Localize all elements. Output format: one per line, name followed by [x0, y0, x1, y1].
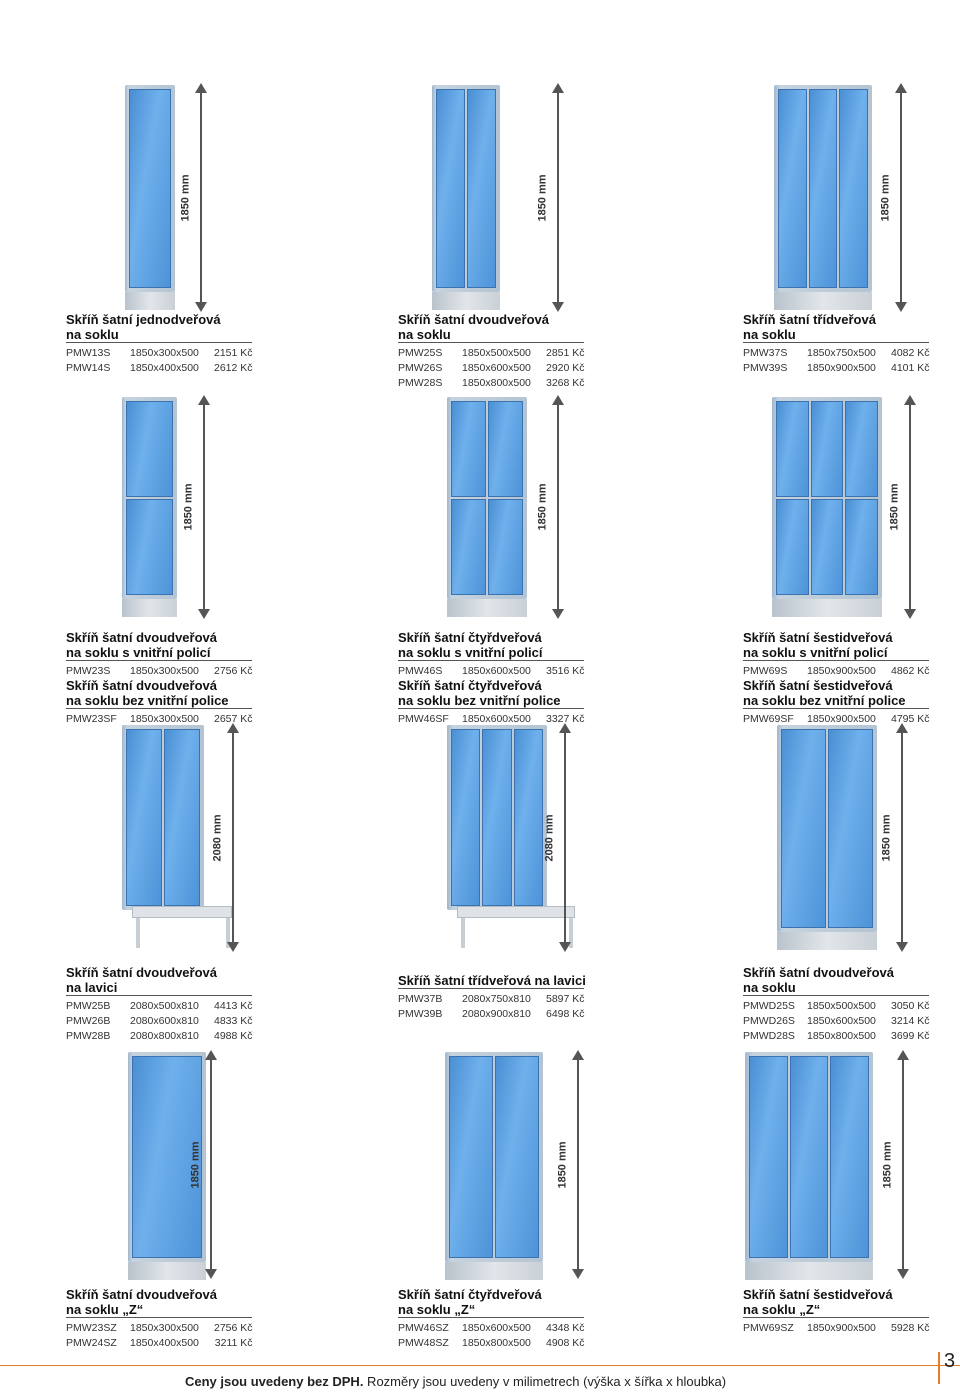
product-code: PMW23S — [66, 664, 111, 677]
height-label: 2080 mm — [211, 813, 224, 862]
product-dimensions: 1850x600x500 — [462, 664, 531, 677]
product-title: Skříň šatní dvoudveřová — [66, 965, 217, 980]
product-dimensions: 1850x800x500 — [462, 376, 531, 389]
height-arrow — [232, 725, 234, 950]
product-title: na soklu bez vnitřní police — [66, 693, 229, 708]
door-panel — [451, 729, 480, 906]
bench-seat — [457, 906, 575, 918]
door-panel — [776, 401, 809, 497]
cabinet-image — [777, 725, 877, 950]
title-rule — [398, 342, 584, 343]
door-panel — [514, 729, 543, 906]
product-dimensions: 1850x400x500 — [130, 1336, 199, 1349]
table-row — [743, 345, 930, 360]
door-panel — [781, 729, 826, 928]
bench-leg — [136, 918, 140, 948]
product-title: na lavici — [66, 980, 118, 995]
product-price: 3214 Kč — [891, 1014, 930, 1027]
product-price: 4795 Kč — [891, 712, 930, 725]
height-label: 1850 mm — [881, 1140, 894, 1189]
cabinet-door — [467, 89, 496, 288]
product-price: 6498 Kč — [546, 1007, 585, 1020]
product-title: Skříň šatní čtyřdveřová — [398, 630, 542, 645]
product-text — [398, 1287, 598, 1350]
product-price: 4348 Kč — [546, 1321, 585, 1334]
price-table — [66, 345, 253, 375]
title-rule — [398, 708, 584, 709]
table-row — [743, 998, 930, 1013]
product-price: 4413 Kč — [214, 999, 253, 1012]
product-code: PMW46SF — [398, 712, 449, 725]
product-title: na soklu — [66, 327, 119, 342]
door-panel — [495, 1056, 539, 1258]
product-dimensions: 1850x900x500 — [807, 712, 876, 725]
door-panel — [451, 401, 486, 497]
height-arrow — [200, 85, 202, 310]
product-code: PMW48SZ — [398, 1336, 449, 1349]
product-dimensions: 1850x900x500 — [807, 361, 876, 374]
product-text — [743, 630, 943, 726]
product-dimensions: 1850x500x500 — [807, 999, 876, 1012]
product-title: na soklu „Z“ — [66, 1302, 144, 1317]
height-label: 1850 mm — [888, 483, 901, 531]
product-code: PMW26B — [66, 1014, 111, 1027]
door-panel — [809, 89, 838, 288]
product-text — [398, 973, 598, 1021]
height-label: 1850 mm — [189, 1140, 202, 1189]
cabinet-door — [776, 401, 809, 595]
cabinet-door — [488, 401, 523, 595]
product-price: 4862 Kč — [891, 664, 930, 677]
table-row — [66, 663, 253, 678]
product-text — [66, 965, 266, 1043]
product-text — [743, 312, 943, 375]
table-row — [743, 1320, 930, 1335]
product-price: 4908 Kč — [546, 1336, 585, 1349]
product-title: Skříň šatní šestidveřová — [743, 630, 893, 645]
cabinet-image — [122, 397, 177, 617]
cabinet-door — [126, 401, 173, 595]
table-row — [66, 360, 253, 375]
product-code: PMWD26S — [743, 1014, 795, 1027]
title-rule — [743, 1317, 929, 1318]
product-code: PMW37B — [398, 992, 443, 1005]
product-dimensions: 1850x500x500 — [462, 346, 531, 359]
bench-seat — [132, 906, 232, 918]
cabinet-image — [122, 725, 204, 910]
product-code: PMW13S — [66, 346, 111, 359]
height-arrow — [909, 397, 911, 617]
product-price: 2756 Kč — [214, 664, 253, 677]
product-title: Skříň šatní dvoudveřová — [66, 630, 217, 645]
product-title: na soklu „Z“ — [743, 1302, 821, 1317]
product-price: 3211 Kč — [214, 1336, 253, 1349]
product-text — [66, 630, 266, 726]
product-price: 4988 Kč — [214, 1029, 253, 1042]
title-rule — [66, 342, 252, 343]
cabinet-image — [745, 1052, 873, 1280]
door-panel — [164, 729, 200, 906]
product-title: Skříň šatní šestidveřová — [743, 1287, 893, 1302]
cabinet-door — [129, 89, 171, 288]
product-title: na soklu bez vnitřní police — [398, 693, 561, 708]
cabinet-doors — [126, 401, 173, 595]
height-arrow — [557, 397, 559, 617]
price-table — [398, 345, 585, 390]
product-dimensions: 1850x750x500 — [807, 346, 876, 359]
page-number: 3 — [944, 1350, 956, 1372]
product-dimensions: 2080x750x810 — [462, 992, 531, 1005]
height-arrow — [564, 725, 566, 950]
table-row — [398, 375, 585, 390]
product-price: 3050 Kč — [891, 999, 930, 1012]
title-rule — [398, 660, 584, 661]
product-title: Skříň šatní dvoudveřová — [66, 1287, 217, 1302]
product-code: PMW14S — [66, 361, 111, 374]
cabinet-door — [811, 401, 844, 595]
price-table — [743, 345, 930, 375]
price-table — [398, 991, 585, 1021]
title-rule — [743, 342, 929, 343]
product-dimensions: 2080x600x810 — [130, 1014, 199, 1027]
height-arrow — [900, 85, 902, 310]
product-dimensions: 1850x900x500 — [807, 1321, 876, 1334]
cabinet-plinth — [745, 1262, 873, 1280]
title-rule — [398, 988, 584, 989]
door-panel — [126, 401, 173, 497]
product-dimensions: 1850x300x500 — [130, 1321, 199, 1334]
cabinet-doors — [781, 729, 873, 928]
table-row — [66, 711, 253, 726]
cabinet-image — [445, 1052, 543, 1280]
price-table — [398, 663, 585, 678]
product-price: 3516 Kč — [546, 664, 585, 677]
product-code: PMWD28S — [743, 1029, 795, 1042]
product-title: Skříň šatní dvoudveřová — [743, 965, 894, 980]
product-title: Skříň šatní čtyřdveřová — [398, 1287, 542, 1302]
product-title: na soklu bez vnitřní police — [743, 693, 906, 708]
height-label: 2080 mm — [543, 813, 556, 862]
product-text — [398, 630, 598, 726]
product-dimensions: 1850x900x500 — [807, 664, 876, 677]
door-panel — [126, 729, 162, 906]
product-title: Skříň šatní šestidveřová — [743, 678, 893, 693]
cabinet-plinth — [125, 292, 175, 310]
product-price: 3327 Kč — [546, 712, 585, 725]
product-code: PMW46S — [398, 664, 443, 677]
cabinet-plinth — [772, 599, 882, 617]
table-row — [66, 998, 253, 1013]
product-text — [66, 1287, 266, 1350]
price-table — [743, 663, 930, 678]
height-label: 1850 mm — [879, 173, 892, 222]
footer-note — [185, 1374, 726, 1389]
cabinet-door — [451, 729, 480, 906]
cabinet-door — [451, 401, 486, 595]
cabinet-doors — [776, 401, 878, 595]
cabinet-plinth — [122, 599, 177, 617]
product-code: PMW37S — [743, 346, 788, 359]
height-arrow — [210, 1052, 212, 1277]
product-price: 5928 Kč — [891, 1321, 930, 1334]
footer-rest: Rozměry jsou uvedeny v milimetrech (výška x šířka x hloubka) — [363, 1374, 727, 1389]
door-panel — [845, 499, 878, 595]
product-dimensions: 2080x500x810 — [130, 999, 199, 1012]
product-text — [66, 312, 266, 375]
door-panel — [488, 499, 523, 595]
cabinet-door — [126, 729, 162, 906]
product-dimensions: 1850x600x500 — [462, 361, 531, 374]
product-title: na soklu — [743, 980, 796, 995]
product-title: na soklu s vnitřní policí — [743, 645, 888, 660]
door-panel — [451, 499, 486, 595]
cabinet-plinth — [128, 1262, 206, 1280]
title-rule — [66, 995, 252, 996]
price-table — [66, 1320, 253, 1350]
page-edge-mark — [938, 1352, 940, 1384]
product-price: 2851 Kč — [546, 346, 585, 359]
height-label: 1850 mm — [182, 483, 195, 531]
price-table — [398, 711, 585, 726]
door-panel — [482, 729, 511, 906]
cabinet-doors — [451, 401, 523, 595]
door-panel — [126, 499, 173, 595]
product-dimensions: 1850x300x500 — [130, 346, 199, 359]
door-panel — [749, 1056, 788, 1258]
product-price: 4833 Kč — [214, 1014, 253, 1027]
height-label: 1850 mm — [536, 483, 549, 531]
product-dimensions: 1850x300x500 — [130, 712, 199, 725]
table-row — [398, 360, 585, 375]
title-rule — [66, 1317, 252, 1318]
product-price: 2657 Kč — [214, 712, 253, 725]
door-panel — [776, 499, 809, 595]
door-panel — [467, 89, 496, 288]
price-table — [66, 998, 253, 1043]
product-title: na soklu „Z“ — [398, 1302, 476, 1317]
title-rule — [743, 660, 929, 661]
product-code: PMW69S — [743, 664, 788, 677]
cabinet-door — [449, 1056, 493, 1258]
product-dimensions: 1850x600x500 — [807, 1014, 876, 1027]
product-price: 4101 Kč — [891, 361, 930, 374]
cabinet-plinth — [777, 932, 877, 950]
table-row — [398, 1006, 585, 1021]
product-code: PMW69SF — [743, 712, 794, 725]
product-price: 4082 Kč — [891, 346, 930, 359]
table-row — [66, 1335, 253, 1350]
cabinet-door — [809, 89, 838, 288]
height-arrow — [203, 397, 205, 617]
height-label: 1850 mm — [556, 1140, 569, 1189]
product-code: PMW69SZ — [743, 1321, 794, 1334]
cabinet-doors — [129, 89, 171, 288]
cabinet-door — [790, 1056, 829, 1258]
cabinet-door — [830, 1056, 869, 1258]
height-arrow — [557, 85, 559, 310]
product-text — [743, 1287, 943, 1335]
cabinet-image — [447, 725, 547, 910]
table-row — [66, 1320, 253, 1335]
door-panel — [839, 89, 868, 288]
table-row — [398, 991, 585, 1006]
cabinet-door — [164, 729, 200, 906]
table-row — [66, 345, 253, 360]
cabinet-image — [432, 85, 500, 310]
cabinet-doors — [449, 1056, 539, 1258]
product-title: na soklu s vnitřní policí — [66, 645, 211, 660]
product-price: 2151 Kč — [214, 346, 253, 359]
cabinet-door — [495, 1056, 539, 1258]
product-title: Skříň šatní jednodveřová — [66, 312, 221, 327]
product-dimensions: 1850x600x500 — [462, 712, 531, 725]
cabinet-image — [772, 397, 882, 617]
cabinet-doors — [749, 1056, 869, 1258]
table-row — [398, 1320, 585, 1335]
door-panel — [449, 1056, 493, 1258]
door-panel — [778, 89, 807, 288]
product-price: 5897 Kč — [546, 992, 585, 1005]
cabinet-door — [781, 729, 826, 928]
price-table — [66, 663, 253, 678]
product-title: Skříň šatní dvoudveřová — [398, 312, 549, 327]
height-label: 1850 mm — [179, 173, 192, 222]
title-rule — [66, 660, 252, 661]
product-dimensions: 1850x800x500 — [807, 1029, 876, 1042]
product-title: Skříň šatní třídveřová — [743, 312, 876, 327]
table-row — [743, 1013, 930, 1028]
door-panel — [811, 499, 844, 595]
door-panel — [845, 401, 878, 497]
product-code: PMW25B — [66, 999, 111, 1012]
table-row — [743, 1028, 930, 1043]
cabinet-door — [845, 401, 878, 595]
table-row — [66, 1028, 253, 1043]
cabinet-image — [125, 85, 175, 310]
product-code: PMW24SZ — [66, 1336, 117, 1349]
cabinet-door — [839, 89, 868, 288]
price-table — [398, 1320, 585, 1350]
product-dimensions: 1850x800x500 — [462, 1336, 531, 1349]
cabinet-door — [778, 89, 807, 288]
height-arrow — [901, 725, 903, 950]
door-panel — [129, 89, 171, 288]
product-code: PMW25S — [398, 346, 443, 359]
price-table — [66, 711, 253, 726]
product-code: PMW26S — [398, 361, 443, 374]
product-title: na soklu s vnitřní policí — [398, 645, 543, 660]
product-price: 2920 Kč — [546, 361, 585, 374]
product-code: PMW28S — [398, 376, 443, 389]
cabinet-doors — [126, 729, 200, 906]
product-dimensions: 2080x900x810 — [462, 1007, 531, 1020]
door-panel — [488, 401, 523, 497]
cabinet-door — [514, 729, 543, 906]
product-title: Skříň šatní čtyřdveřová — [398, 678, 542, 693]
table-row — [398, 345, 585, 360]
height-label: 1850 mm — [536, 173, 549, 222]
cabinet-door — [436, 89, 465, 288]
price-table — [743, 998, 930, 1043]
cabinet-plinth — [445, 1262, 543, 1280]
title-rule — [398, 1317, 584, 1318]
height-arrow — [902, 1052, 904, 1277]
footer-rule — [0, 1365, 960, 1366]
cabinet-plinth — [774, 292, 872, 310]
product-dimensions: 2080x800x810 — [130, 1029, 199, 1042]
table-row — [398, 1335, 585, 1350]
cabinet-doors — [778, 89, 868, 288]
cabinet-doors — [451, 729, 543, 906]
product-text — [398, 312, 598, 390]
cabinet-doors — [436, 89, 496, 288]
door-panel — [790, 1056, 829, 1258]
table-row — [66, 1013, 253, 1028]
height-arrow — [577, 1052, 579, 1277]
cabinet-plinth — [447, 599, 527, 617]
product-title: Skříň šatní dvoudveřová — [66, 678, 217, 693]
title-rule — [66, 708, 252, 709]
height-label: 1850 mm — [880, 813, 893, 862]
product-code: PMW39B — [398, 1007, 443, 1020]
product-dimensions: 1850x600x500 — [462, 1321, 531, 1334]
product-code: PMW39S — [743, 361, 788, 374]
product-dimensions: 1850x300x500 — [130, 664, 199, 677]
price-table — [743, 1320, 930, 1335]
product-price: 3699 Kč — [891, 1029, 930, 1042]
title-rule — [743, 995, 929, 996]
cabinet-door — [828, 729, 873, 928]
product-code: PMW23SZ — [66, 1321, 117, 1334]
title-rule — [743, 708, 929, 709]
product-code: PMW46SZ — [398, 1321, 449, 1334]
product-title: na soklu — [398, 327, 451, 342]
door-panel — [436, 89, 465, 288]
door-panel — [830, 1056, 869, 1258]
product-code: PMWD25S — [743, 999, 795, 1012]
table-row — [743, 663, 930, 678]
product-price: 2756 Kč — [214, 1321, 253, 1334]
footer-bold: Ceny jsou uvedeny bez DPH. — [185, 1374, 364, 1389]
product-dimensions: 1850x400x500 — [130, 361, 199, 374]
product-code: PMW23SF — [66, 712, 117, 725]
product-text — [743, 965, 943, 1043]
product-title: na soklu — [743, 327, 796, 342]
table-row — [398, 711, 585, 726]
bench-leg — [461, 918, 465, 948]
cabinet-door — [482, 729, 511, 906]
product-price: 3268 Kč — [546, 376, 585, 389]
door-panel — [811, 401, 844, 497]
table-row — [743, 360, 930, 375]
door-panel — [828, 729, 873, 928]
product-price: 2612 Kč — [214, 361, 253, 374]
cabinet-door — [749, 1056, 788, 1258]
cabinet-plinth — [432, 292, 500, 310]
cabinet-image — [774, 85, 872, 310]
product-title: Skříň šatní třídveřová na lavici — [398, 973, 586, 988]
product-code: PMW28B — [66, 1029, 111, 1042]
table-row — [398, 663, 585, 678]
cabinet-image — [447, 397, 527, 617]
